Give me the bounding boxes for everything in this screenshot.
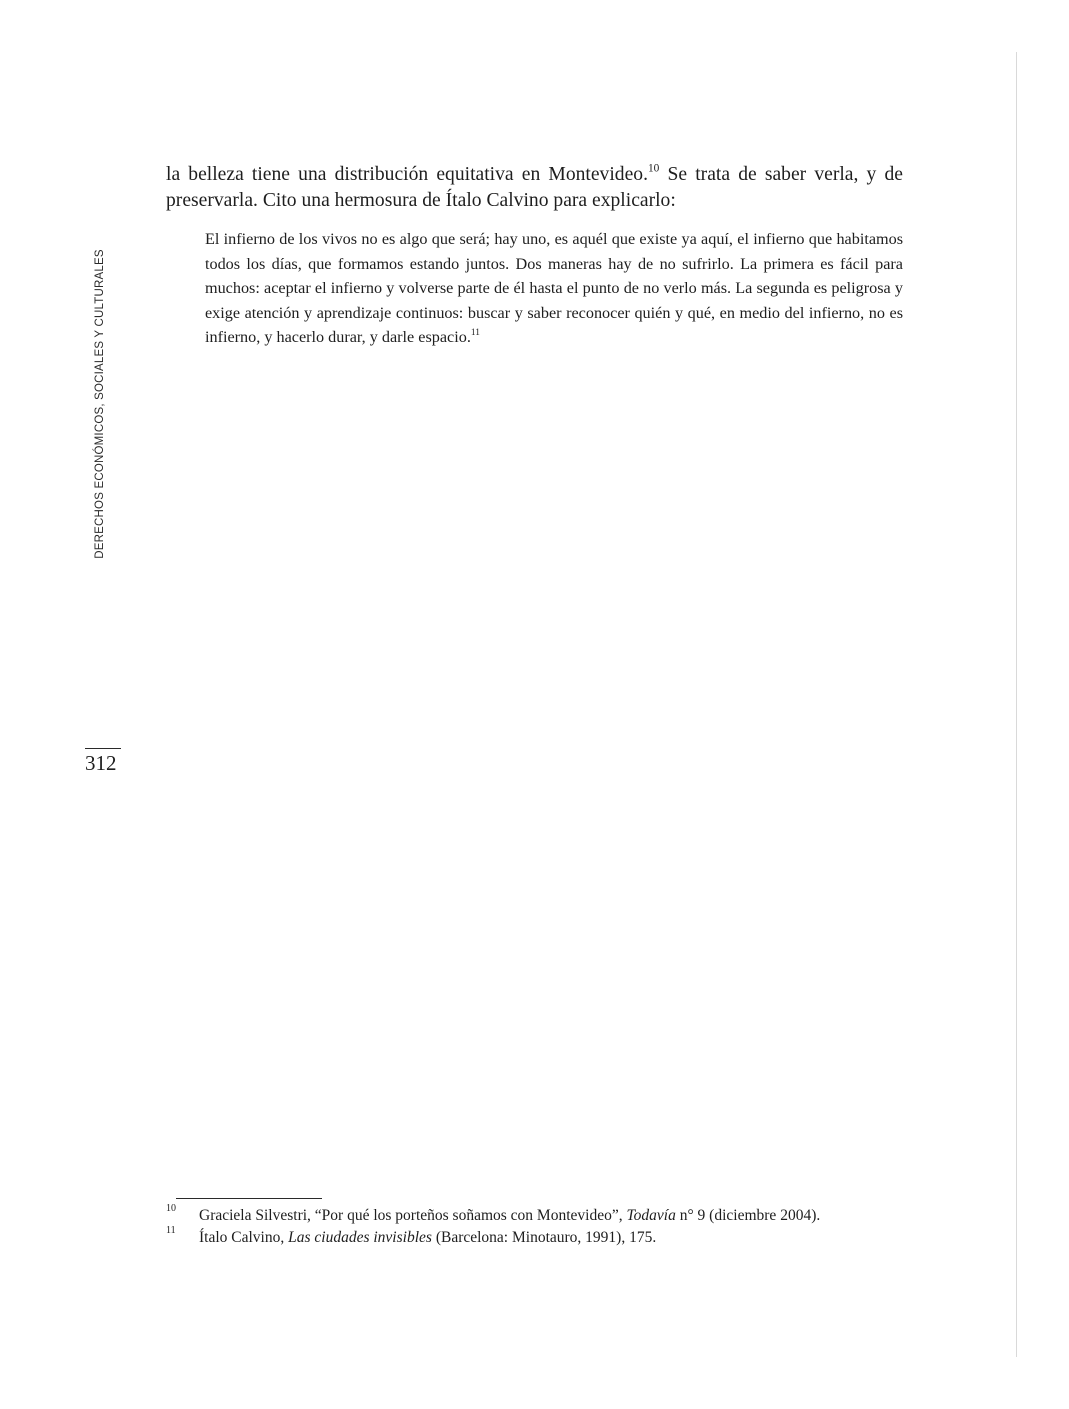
footnote-text (199, 1205, 820, 1227)
footnote-text-part: Ítalo Calvino, (199, 1229, 289, 1246)
footnote-number: 10 (166, 1203, 176, 1214)
footnotes (166, 1205, 906, 1249)
footnote-separator (176, 1198, 322, 1199)
body-text-part1: la belleza tiene una distribución equitativa en Montevideo. (166, 164, 648, 185)
footnote-10 (166, 1205, 906, 1227)
body-paragraph (166, 162, 903, 214)
footnote-text-part: (Barcelona: Minotauro, 1991), 175. (431, 1229, 657, 1246)
running-head: DERECHOS ECONÓMICOS, SOCIALES Y CULTURALES (94, 249, 106, 559)
footnote-text (199, 1227, 656, 1249)
footnote-ref-10[interactable]: 10 (647, 162, 660, 175)
footnote-ref-11[interactable]: 11 (470, 327, 480, 338)
page-number-rule (85, 748, 121, 749)
footnote-italic-title: Todavía (626, 1207, 676, 1224)
quote-text: El infierno de los vivos no es algo que será; hay uno, es aquél que existe ya aquí, el infierno que habitamos todos los días, que formamos estando juntos. Dos maneras hay de no sufrirlo. La primera es fácil para muchos: aceptar el infierno y volverse parte de él hasta el punto de no verlo más. La segunda es peligrosa y exige atención y aprendizaje continuos: buscar y saber reconocer quién y qué, en medio del infierno, no es infierno, y hacerlo durar, y darle espacio. (205, 230, 903, 346)
footnote-text-part: n° 9 (diciembre 2004). (675, 1207, 821, 1224)
block-quote (205, 227, 903, 350)
footnote-number: 11 (166, 1225, 176, 1236)
body-text-part2: Se trata de saber verla, y de preservarla. Cito una hermosura de Ítalo Calvino para explicarlo: (166, 164, 903, 211)
footnote-italic-title: Las ciudades invisibles (288, 1229, 432, 1246)
footnote-text-part: Graciela Silvestri, “Por qué los porteños soñamos con Montevideo”, (199, 1207, 627, 1224)
page-edge-rule (1016, 52, 1017, 1357)
page-number: 312 (85, 751, 117, 775)
footnote-11 (166, 1227, 906, 1249)
